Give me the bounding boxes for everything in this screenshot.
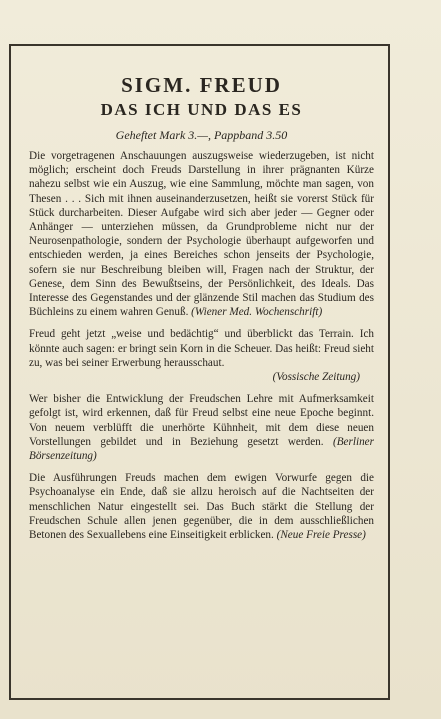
review-source: (Vossische Zeitung) (272, 371, 360, 384)
review-text: Die vorgetragenen Anschauungen auszugsweise wiederzugeben, ist nicht möglich; erscheint doch Freuds Darstellung in ihrer prägnanten Kürze nahezu selbst wie ein Auszug, wie eine Sammlung, möchte man sagen, von Thesen . . . Sich mit ihnen auseinanderzusetzen, heißt sie vorerst Stück für Stück durcharbeiten. Dieser Aufgabe wird sich aber jeder — Gegner oder Anhänger — unterziehen müssen, da Grundprobleme nicht nur der Neurosenpathologie, sondern der Psychologie überhaupt aufgeworfen und entschieden werden, ja eines Bereiches schon jenseits der Psychologie, sofern sie nur Beschreibung bleiben will, Fragen nach der Struktur, der Genese, dem Sinn des Bewußtseins, der Persönlichkeit, des Ideals. Das Interesse des Gegenstandes und der glänzende Stil machen das Studium des Büchleins zu einem wahren Genuß. (29, 150, 374, 319)
book-title: DAS ICH UND DAS ES (100, 100, 303, 119)
review-text: Die Ausführungen Freuds machen dem ewigen Vorwurfe gegen die Psychoanalyse ein Ende, daß sie allzu heroisch auf die Nachtseiten der menschlichen Natur eingestellt sei. Das Buch stärkt die Stellung der Freudschen Schule allen jenen gegenüber, die in dem ausschließlichen Betonen des Sexuallebens eine Einseitigkeit erblicken. (29, 472, 374, 542)
review-neue-freie-presse (29, 471, 374, 542)
review-text: Freud geht jetzt „weise und bedächtig“ und überblickt das Terrain. Ich könnte auch sagen: er bringt sein Korn in die Scheuer. Das heißt: Freud sieht zu, was bei seiner Erwerbung herausschaut. (29, 328, 374, 369)
review-wiener (29, 149, 374, 319)
review-source: (Berliner Börsenzeitung) (29, 435, 374, 463)
review-text: Wer bisher die Entwicklung der Freudschen Lehre mit Aufmerksamkeit gefolgt ist, wird erkennen, daß für Freud selbst eine neue Epoche beginnt. Von neuem verblüfft die unerhörte Kühnheit, mit dem diese neuen Vorstellungen gebildet und in Beziehung gesetzt werden. (29, 393, 374, 448)
author-name: SIGM. FREUD (121, 73, 282, 97)
review-boersenzeitung (29, 392, 374, 463)
review-source: (Wiener Med. Wochenschrift) (191, 306, 323, 319)
review-source: (Neue Freie Presse) (276, 529, 366, 542)
advertisement-frame (9, 44, 390, 700)
review-vossische (29, 327, 374, 384)
price-line: Geheftet Mark 3.—, Pappband 3.50 (115, 128, 288, 142)
